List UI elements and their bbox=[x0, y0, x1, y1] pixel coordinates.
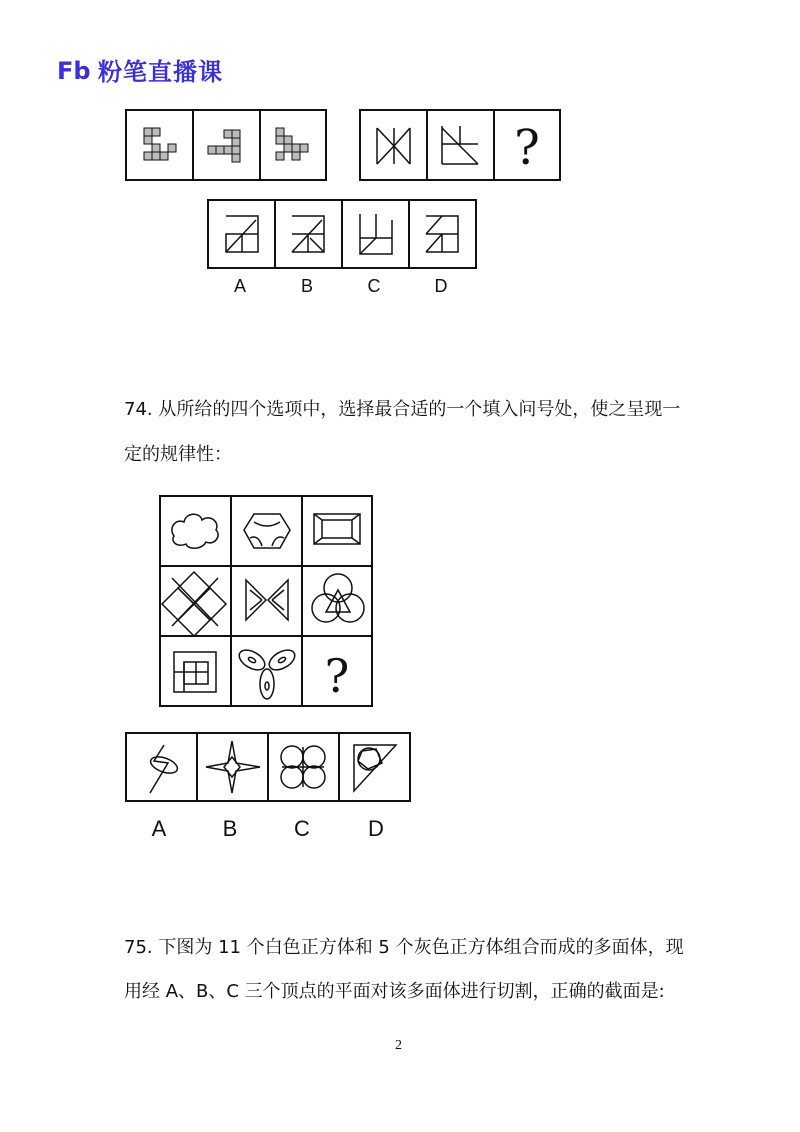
q74-option-label-c: C bbox=[294, 816, 310, 841]
q73-square-pattern-3 bbox=[276, 128, 308, 160]
svg-text:Fb: Fb bbox=[57, 56, 91, 84]
q73-option-b-shape bbox=[292, 216, 324, 252]
q73-option-a-shape bbox=[226, 216, 258, 252]
q73-square-pattern-1 bbox=[144, 128, 176, 160]
q73-options-figure bbox=[206, 198, 478, 272]
q73-sequence-figure bbox=[124, 108, 564, 184]
q73-option-c-shape bbox=[360, 214, 392, 254]
q74-nested-rectangles bbox=[314, 514, 360, 544]
q74-diamond-cross bbox=[162, 572, 226, 636]
q74-butterfly-shape bbox=[246, 580, 288, 620]
q74-option-d-shape bbox=[354, 745, 396, 791]
q74-option-a-shape bbox=[148, 745, 179, 793]
q74-option-label-a: A bbox=[151, 816, 167, 841]
brand-name: 粉笔直播课 bbox=[98, 58, 223, 86]
q75-question-line-2: 用经 A、B、C 三个顶点的平面对该多面体进行切割，正确的截面是: bbox=[124, 981, 665, 1002]
q74-hexagon-shape bbox=[244, 514, 290, 548]
q74-question-mark: ? bbox=[324, 649, 350, 703]
q74-option-b-shape bbox=[206, 741, 260, 793]
q74-option-label-d: D bbox=[368, 816, 384, 841]
q73-option-label-c: C bbox=[367, 276, 381, 296]
q74-nested-squares bbox=[174, 652, 216, 692]
q74-question-line-2: 定的规律性： bbox=[124, 444, 232, 465]
page-number: 2 bbox=[395, 1038, 402, 1053]
q74-options-figure bbox=[124, 731, 412, 805]
q74-cloud-shape bbox=[172, 514, 218, 548]
q74-grid-figure bbox=[158, 494, 374, 708]
q73-option-d-shape bbox=[426, 216, 458, 252]
brand-logo bbox=[56, 52, 223, 87]
q73-square-pattern-2 bbox=[208, 130, 240, 162]
q74-option-c-shape bbox=[281, 746, 325, 788]
fb-logo-icon bbox=[56, 56, 92, 84]
q74-three-circles bbox=[312, 574, 364, 622]
q73-question-mark: ? bbox=[514, 120, 540, 176]
q73-option-label-a: A bbox=[233, 276, 246, 296]
q73-option-label-d: D bbox=[434, 276, 448, 296]
q74-propeller-shape bbox=[236, 646, 298, 699]
q75-question-line-1: 75. 下图为 11 个白色正方体和 5 个灰色正方体组合而成的多面体，现 bbox=[124, 937, 684, 958]
q73-option-label-b: B bbox=[300, 276, 313, 296]
q74-option-label-b: B bbox=[222, 816, 238, 841]
q74-question-line-1: 74. 从所给的四个选项中，选择最合适的一个填入问号处，使之呈现一 bbox=[124, 399, 681, 420]
